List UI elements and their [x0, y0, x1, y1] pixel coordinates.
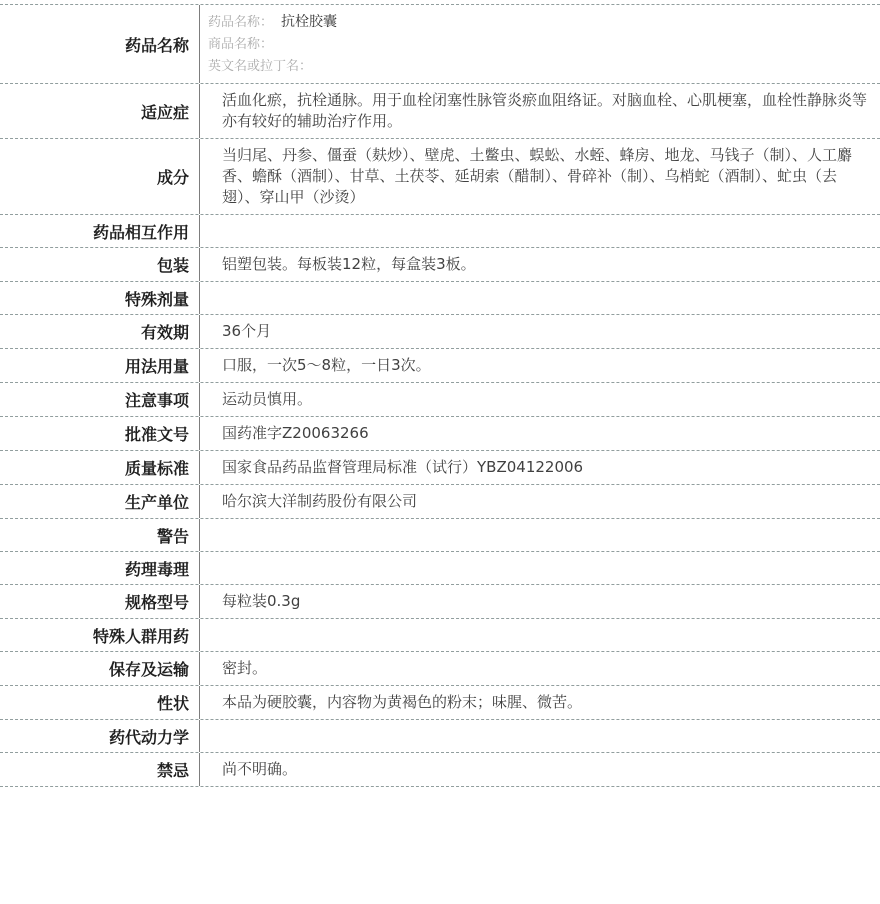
row-value — [200, 282, 880, 314]
table-row-special-populations — [0, 619, 880, 652]
row-value — [200, 5, 880, 83]
drug-name-line — [208, 11, 868, 33]
row-value: 当归尾、丹参、僵蚕（麸炒）、壁虎、土鳖虫、蜈蚣、水蛭、蜂房、地龙、马钱子（制）、人工麝香、蟾酥（酒制）、甘草、土茯苓、延胡索（醋制）、骨碎补（制）、乌梢蛇（酒制）、虻虫（去翅）、穿山甲（沙烫） — [222, 146, 853, 206]
table-row-contraindications — [0, 753, 880, 787]
drug-info-table — [0, 4, 880, 787]
row-value — [200, 519, 880, 551]
row-label: 注意事项 — [0, 383, 200, 416]
row-label: 有效期 — [0, 315, 200, 348]
row-label: 适应症 — [0, 84, 200, 138]
trade-name-field-label: 商品名称： — [208, 37, 274, 52]
row-label: 特殊人群用药 — [0, 619, 200, 651]
row-label: 禁忌 — [0, 753, 200, 786]
table-row-storage-transport — [0, 652, 880, 686]
row-value: 口服，一次5～8粒，一日3次。 — [222, 356, 431, 374]
row-value: 运动员慎用。 — [222, 390, 313, 408]
table-row-special-dose — [0, 282, 880, 315]
table-row-packaging — [0, 248, 880, 282]
table-row-quality-standard — [0, 451, 880, 485]
row-value: 国药准字Z20063266 — [222, 424, 369, 442]
row-label: 警告 — [0, 519, 200, 551]
table-row-pharmacokinetics — [0, 720, 880, 753]
drug-name-field-value: 抗栓胶囊 — [281, 14, 338, 30]
row-value — [200, 552, 880, 584]
row-label: 成分 — [0, 139, 200, 214]
row-value — [200, 215, 880, 247]
latin-name-line — [208, 55, 868, 77]
row-label: 保存及运输 — [0, 652, 200, 685]
row-value: 铝塑包装。每板装12粒，每盒装3板。 — [222, 255, 476, 273]
table-row-shelf-life — [0, 315, 880, 349]
row-label: 规格型号 — [0, 585, 200, 618]
table-row-pharmacology-toxicology — [0, 552, 880, 585]
table-row-precautions — [0, 383, 880, 417]
row-label: 药品相互作用 — [0, 215, 200, 247]
table-row-indications — [0, 84, 880, 139]
row-value — [200, 619, 880, 651]
row-value: 哈尔滨大洋制药股份有限公司 — [222, 492, 418, 510]
row-value: 活血化瘀，抗栓通脉。用于血栓闭塞性脉管炎瘀血阻络证。对脑血栓、心肌梗塞，血栓性静脉炎等亦有较好的辅助治疗作用。 — [222, 91, 868, 130]
row-label: 批准文号 — [0, 417, 200, 450]
row-label: 药品名称 — [0, 5, 200, 83]
table-row-dosage — [0, 349, 880, 383]
row-label: 性状 — [0, 686, 200, 719]
table-row-ingredients — [0, 139, 880, 215]
drug-name-field-label: 药品名称： — [208, 15, 274, 30]
row-label: 生产单位 — [0, 485, 200, 518]
trade-name-line — [208, 33, 868, 55]
row-label: 药理毒理 — [0, 552, 200, 584]
row-value: 每粒装0.3g — [222, 592, 301, 610]
row-label: 特殊剂量 — [0, 282, 200, 314]
row-label: 药代动力学 — [0, 720, 200, 752]
table-row-warning — [0, 519, 880, 552]
row-label: 用法用量 — [0, 349, 200, 382]
row-label: 质量标准 — [0, 451, 200, 484]
row-value: 密封。 — [222, 659, 268, 677]
row-value — [200, 720, 880, 752]
table-row-manufacturer — [0, 485, 880, 519]
row-value: 本品为硬胶囊，内容物为黄褐色的粉末；味腥、微苦。 — [222, 693, 583, 711]
row-value: 尚不明确。 — [222, 760, 298, 778]
table-row-approval-number — [0, 417, 880, 451]
row-value: 国家食品药品监督管理局标准（试行）YBZ04122006 — [222, 458, 584, 476]
table-row-drug-name — [0, 5, 880, 84]
row-label: 包装 — [0, 248, 200, 281]
table-row-specification — [0, 585, 880, 619]
table-row-description — [0, 686, 880, 720]
latin-name-field-label: 英文名或拉丁名： — [208, 59, 313, 74]
table-row-interactions — [0, 215, 880, 248]
row-value: 36个月 — [222, 322, 272, 340]
